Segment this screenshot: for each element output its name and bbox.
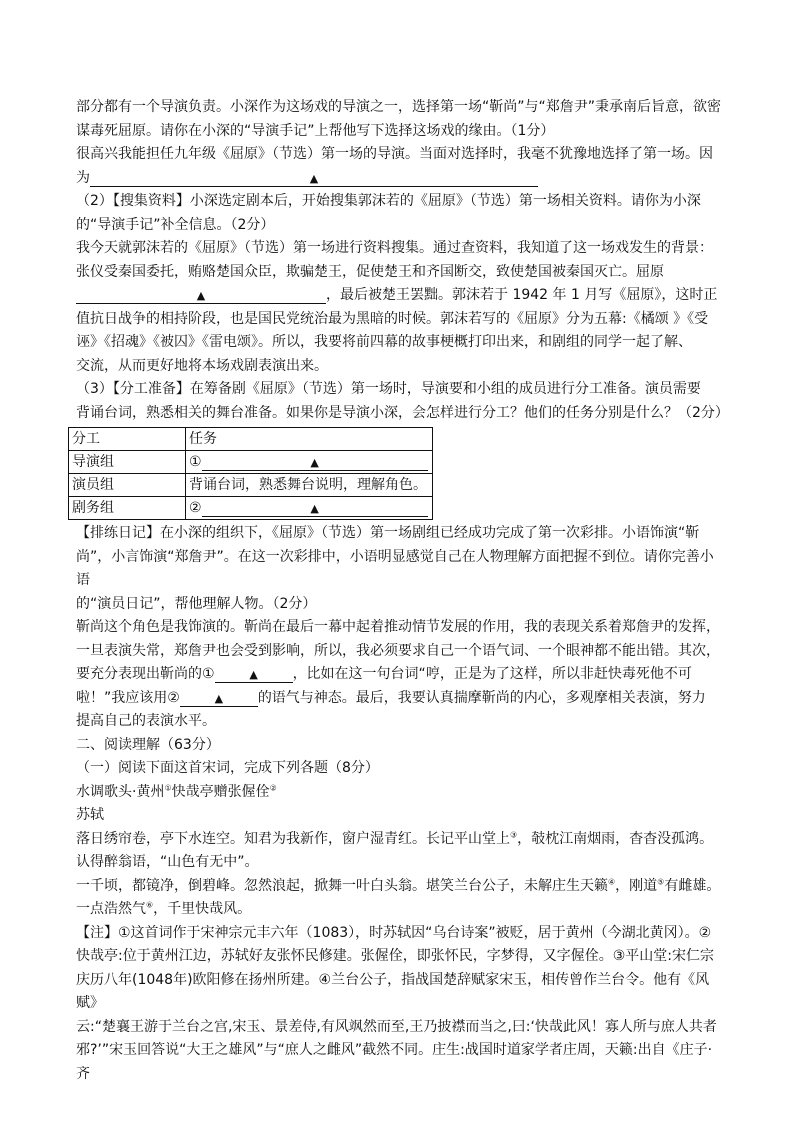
- q4-line-8: 提高自己的表演水平。: [76, 713, 216, 729]
- table-cell-role: 剧务组: [69, 497, 186, 520]
- poem-title-part2: 快哉亭赠张偓佺: [171, 783, 270, 800]
- poem-text: ，千里快哉风。: [153, 901, 252, 917]
- q4-line-4: 靳尚这个角色是我饰演的。靳尚在最后一幕中起着推动情节发展的作用，我的表现关系着郑詹尹的发挥，: [76, 619, 720, 635]
- blank-marker: ▲: [196, 289, 206, 302]
- table-header-task: 任务: [186, 428, 433, 451]
- notes-line-3: 庆历八年(1048年)欧阳修在扬州所建。④兰台公子，指战国楚辞赋家宋玉，相传曾作兰台令。他有《风赋》: [76, 971, 710, 1011]
- intro-answer-line: [76, 167, 726, 191]
- poem-line-3: [76, 875, 726, 899]
- table-row: [69, 474, 433, 497]
- q2-line-1: （2）【搜集资料】小深选定剧本后，开始搜集郭沫若的《屈原》（节选）第一场相关资料。请你为小深: [76, 193, 701, 209]
- poem-title: [76, 781, 726, 805]
- q4-line-3: 的“演员日记”，帮他理解人物。（2分）: [76, 595, 317, 612]
- poem-title-part1: 水调歌头·黄州: [76, 783, 165, 800]
- task-prefix: ①: [189, 454, 202, 470]
- q4-line-2: 尚”，小言饰演“郑詹尹”。在这一次彩排中，小语明显感觉自己在人物理解方面把握不到位。请你完善小语: [76, 548, 714, 588]
- table-cell-task: [186, 451, 433, 474]
- q2-line-6: 值抗日战争的相持阶段，也是国民党统治最为黑暗的时候。郭沫若写的《屈原》分为五幕:《橘颂 》《受: [76, 310, 709, 327]
- poem-text: 一千顷，都镜净，倒碧峰。忽然浪起，掀舞一叶白头翁。堪笑兰台公子，未解庄生天籁: [76, 877, 608, 894]
- q2-line-8: 交流，从而更好地将本场戏剧表演出来。: [76, 357, 328, 374]
- q2-line-2: 的“导演手记”补全信息。（2分）: [76, 216, 275, 233]
- poem-line-2: 认得醉翁语，“山色有无中”。: [76, 854, 259, 870]
- answer-blank-tone[interactable]: [180, 690, 258, 707]
- table-header-row: [69, 428, 433, 451]
- q4-line-7-prefix: 啦！”我应该用②: [76, 689, 180, 706]
- poem-line-4: [76, 898, 726, 922]
- blank-marker: ▲: [309, 171, 319, 185]
- poem-text: 有雌雄。: [664, 877, 721, 894]
- answer-blank-trait[interactable]: [215, 666, 293, 683]
- intro-line-4-prefix: 为: [76, 169, 90, 186]
- notes-line-1: 【注】①这首词作于宋神宗元丰六年（1083），时苏轼因“乌台诗案”被贬，居于黄州（今湖北黄冈）。②: [76, 924, 712, 941]
- intro-line-3: 很高兴我能担任九年级《屈原》（节选）第一场的导演。当面对选择时，我毫不犹豫地选择了第一场。因: [76, 146, 713, 162]
- q2-answer-line: [76, 284, 726, 308]
- notes-line-2: 快哉亭:位于黄州江边，苏轼好友张怀民修建。张偓佺，即张怀民，字梦得，又字偓佺。③平山堂:宋仁宗: [76, 948, 714, 964]
- intro-line-1: 部分都有一个导演负责。小深作为这场戏的导演之一，选择第一场“靳尚”与“郑詹尹”秉承南后旨意，欲密: [76, 99, 722, 115]
- poem-text: ，刚道: [615, 877, 658, 894]
- q2-line-7: 诬》《招魂》《被囚》《雷电颂》。所以，我要将前四幕的故事梗概打印出来，和剧组的同学一起了解、: [76, 334, 692, 350]
- answer-blank-director-task[interactable]: [202, 454, 428, 471]
- q3-line-2: 背诵台词，熟悉相关的舞台准备。如果你是导演小深，会怎样进行分工？他们的任务分别是什么？（2分）: [76, 404, 729, 421]
- q4-line-7: [76, 687, 726, 711]
- table-header-role: 分工: [69, 428, 186, 451]
- poem-text: 一点浩然气: [76, 901, 146, 917]
- footnote-ref: ⑥: [146, 900, 154, 910]
- poem-text: 落日绣帘卷，亭下水连空。知君为我新作，窗户湿青红。长记平山堂上: [76, 830, 510, 847]
- q2-line-5-suffix: ，最后被楚王罢黜。郭沫若于 1942 年 1 月写《屈原》，这时正: [326, 287, 718, 303]
- q4-line-6: [76, 663, 726, 687]
- answer-blank-quyuan[interactable]: [76, 287, 326, 304]
- q4-line-5: 一旦表演失常，郑詹尹也会受到影响，所以，我必须要求自己一个语气词、一个眼神都不能出错。其次，: [76, 642, 720, 659]
- footnote-ref: ⑤: [657, 876, 665, 886]
- answer-blank-crew-task[interactable]: [202, 500, 428, 517]
- q4-line-1: 【排练日记】在小深的组织下，《屈原》（节选）第一场剧组已经成功完成了第一次彩排。小语饰演“靳: [76, 525, 700, 541]
- q3-line-1: （3）【分工准备】在筹备剧《屈原》（节选）第一场时，导演要和小组的成员进行分工准备。演员需要: [76, 381, 701, 397]
- q4-line-6-suffix: ，比如在这一句台词“哼，正是为了这样，所以非赶快毒死他不可: [292, 666, 692, 682]
- intro-line-2: 谋毒死屈原。请你在小深的“导演手记”上帮他写下选择这场戏的缘由。（1分）: [76, 122, 555, 139]
- notes-line-4: 云:“楚襄王游于兰台之宫,宋玉、景差侍,有风飒然而至,王乃披襟而当之,曰:‘快哉此风！寡人所与庶人共者: [76, 1018, 717, 1035]
- blank-marker: ▲: [214, 691, 224, 705]
- q4-line-7-suffix: 的语气与神态。最后，我要认真揣摩靳尚的内心，多观摩相关表演，努力: [257, 689, 706, 706]
- footnote-ref: ②: [269, 782, 277, 792]
- q4-line-6-prefix: 要充分表现出靳尚的①: [76, 666, 215, 682]
- footnote-ref: ①: [164, 782, 172, 792]
- q2-line-3: 我今天就郭沫若的《屈原》（节选）第一场进行资料搜集。通过查资料，我知道了这一场戏发生的背景：: [76, 240, 713, 256]
- notes-line-5: 邪?’”宋玉回答说“大王之雄风”与“庶人之雌风”截然不同。庄生:战国时道家学者庄周，天籁:出自《庄子·齐: [76, 1042, 713, 1082]
- document-page: [72, 96, 729, 1086]
- table-cell-role: 演员组: [69, 474, 186, 497]
- footnote-ref: ③: [510, 829, 518, 839]
- section-subtitle: （一）阅读下面这首宋词，完成下列各题（8分）: [76, 760, 379, 776]
- blank-marker: ▲: [310, 502, 319, 515]
- footnote-ref: ④: [608, 876, 616, 886]
- table-row: [69, 497, 433, 520]
- blank-marker: ▲: [310, 456, 319, 469]
- q2-line-4: 张仪受秦国委托，贿赂楚国众臣，欺骗楚王，促使楚王和齐国断交，致使楚国被秦国灭亡。屈原: [76, 263, 664, 280]
- task-prefix: ②: [189, 500, 202, 516]
- blank-marker: ▲: [249, 668, 258, 681]
- table-cell-role: 导演组: [69, 451, 186, 474]
- table-cell-task: [186, 497, 433, 520]
- table-row: [69, 451, 433, 474]
- answer-blank-reason[interactable]: [90, 170, 538, 187]
- section-title: 二、阅读理解（63分）: [76, 736, 220, 753]
- poem-text: ，攲枕江南烟雨，杳杳没孤鸿。: [517, 830, 714, 847]
- poem-author: 苏轼: [76, 807, 104, 823]
- table-cell-task: 背诵台词，熟悉舞台说明，理解角色。: [186, 474, 433, 497]
- poem-line-1: [76, 828, 726, 852]
- task-table: [68, 427, 433, 520]
